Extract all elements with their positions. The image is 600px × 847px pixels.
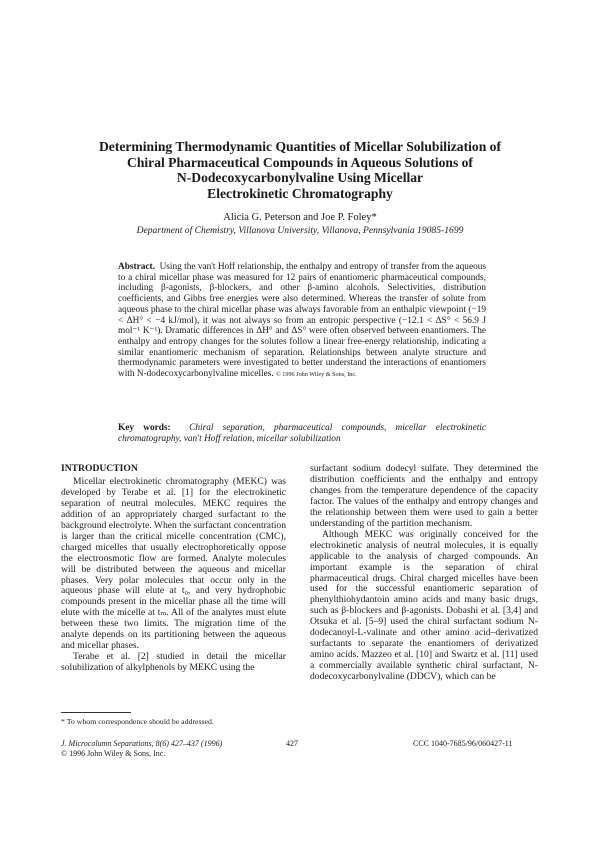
- keywords-label: Key words:: [118, 423, 171, 433]
- paragraph: surfactant sodium dodecyl sulfate. They determined the distribution coefficients and the enthalpy and entropy changes from the temperature dependence of the capacity factor. The values of the enthalpy and entropy changes and the relationship between them were used to gain a better understanding of the partition mechanism.: [310, 463, 538, 529]
- authors: Alicia G. Peterson and Joe P. Foley*: [223, 212, 377, 223]
- paragraph: Although MEKC was originally conceived for the electrokinetic analysis of neutral molecules, it is equally applicable to the analysis of charged compounds. An important example is the separation of chiral pharmaceutical drugs. Chiral charged micelles have been used for the successful enantiomeric separation of phenylthiohydantoin amino acids and many basic drugs, such as β-blockers and β-agonists. Dobashi et al. [3,4] and Otsuka et al. [5–9] used the chiral surfactant sodium N-dodecanoyl-L-valinate and other amino acid–derivatized surfactants to separate the enantiomers of derivatized amino acids. Mazzeo et al. [10] and Swartz et al. [11] used a commercially available synthetic chiral surfactant, N-dodecoxycarbonylvaline (DDCV), which can be: [310, 528, 538, 683]
- footer-citation: [61, 739, 222, 759]
- publisher-copyright: © 1996 John Wiley & Sons, Inc.: [61, 749, 166, 758]
- title-line: N-Dodecoxycarbonylvaline Using Micellar: [176, 170, 424, 186]
- left-column: [61, 464, 286, 674]
- section-heading: INTRODUCTION: [61, 463, 138, 474]
- keywords-text: Chiral separation, pharmaceutical compounds, micellar electrokinetic chromatography, van't Hoff relation, micellar solubilization: [118, 423, 486, 444]
- affiliation: Department of Chemistry, Villanova University, Villanova, Pennsylvania 19085-1699: [136, 225, 464, 236]
- footnote-divider: [61, 712, 131, 713]
- paragraph: Terabe et al. [2] studied in detail the micellar solubilization of alkylphenols by MEKC using the: [61, 651, 286, 674]
- ccc-code: CCC 1040-7685/96/060427-11: [413, 739, 513, 748]
- title-line: Chiral Pharmaceutical Compounds in Aqueous Solutions of: [127, 154, 473, 170]
- article-title: [60, 139, 540, 201]
- abstract: [118, 262, 486, 381]
- keywords: [118, 423, 486, 444]
- title-line: Electrokinetic Chromatography: [207, 185, 393, 201]
- footnote: * To whom correspondence should be addressed.: [61, 717, 214, 726]
- right-column: [310, 464, 538, 683]
- paragraph: Micellar electrokinetic chromatography (MEKC) was developed by Terabe et al. [1] for the electrokinetic separation of neutral molecules. MEKC requires the addition of an appropriately charged surfactant to the background electrolyte. When the surfactant concentration is larger than the critical micelle concentration (CMC), charged micelles that usually electrophoretically oppose the electroosmotic flow are formed. Analyte molecules will be distributed between the aqueous and micellar phases. Very polar molecules that occur only in the aqueous phase will elute at t₀, and very hydrophobic compounds present in the micellar phase all the time will elute with the micelle at tₘ. All of the analytes must elute between these two limits. The migration time of the analyte depends on its partitioning between the aqueous and micellar phases.: [61, 475, 286, 652]
- journal-citation: J. Microcolumn Separations, 8(6) 427–437 (1996): [61, 739, 223, 748]
- page-number: 427: [286, 739, 298, 748]
- abstract-text: Using the van't Hoff relationship, the enthalpy and entropy of transfer from the aqueous to a chiral micellar phase was measured for 12 pairs of enantiomeric pharmaceutical compounds, including β-agonists, β-blockers, and other β-amino alcohols. Selectivities, distribution coefficients, and Gibbs free energies were also determined. Whereas the transfer of solute from aqueous phase to the chiral micellar phase was always favorable from an enthalpic viewpoint (−19 < ΔH° < −4 kJ/mol), it was not always so from an entropic perspective (−12.1 < ΔS° < 56.9 J mol⁻¹ K⁻¹). Dramatic differences in ΔH° and ΔS° were often observed between enantiomers. The enthalpy and entropy changes for the solutes follow a linear free-energy relationship, indicating a similar enantiomeric mechanism of separation. Relationships between analyte structure and thermodynamic parameters were investigated to better understand the interactions of enantiomers with N-dodecoxycarbonylvaline micelles.: [118, 262, 486, 380]
- abstract-copyright: © 1996 John Wiley & Sons, Inc.: [276, 371, 357, 379]
- abstract-label: Abstract.: [118, 262, 155, 272]
- title-line: Determining Thermodynamic Quantities of Micellar Solubilization of: [98, 139, 501, 154]
